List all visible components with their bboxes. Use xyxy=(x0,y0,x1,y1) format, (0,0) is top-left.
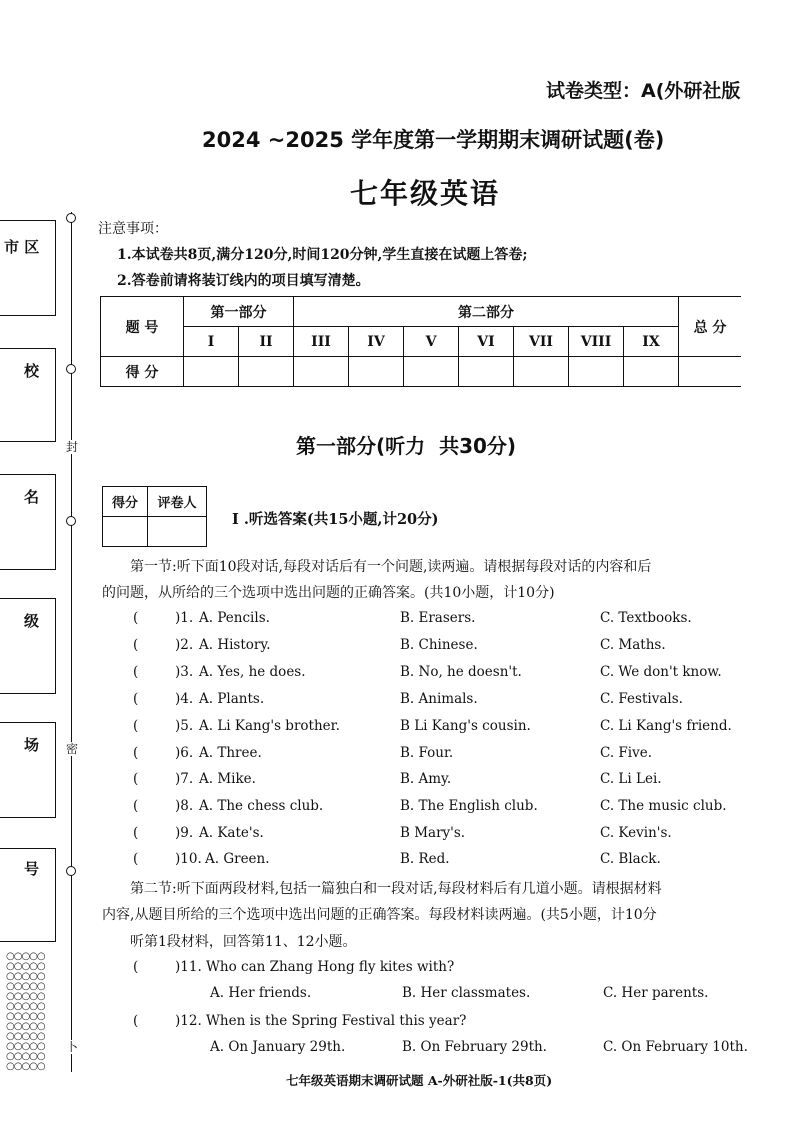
answer-blank[interactable]: ( xyxy=(133,745,139,761)
option-c: C. Her parents. xyxy=(603,985,709,1001)
section1-sub1-line1: 第一节:听下面10段对话,每段对话后有一个问题,读两遍。请根据每段对话的内容和后 xyxy=(130,559,652,575)
option-b: B. Her classmates. xyxy=(402,985,531,1001)
option-b: B Li Kang's cousin. xyxy=(400,718,531,734)
answer-blank[interactable]: ( xyxy=(133,718,139,734)
side-field-label-name: 名 xyxy=(24,488,40,506)
option-a: A. Pencils. xyxy=(199,610,270,626)
answer-blank[interactable]: ( xyxy=(133,664,139,680)
option-c: C. Festivals. xyxy=(600,691,683,707)
option-c: C. Li Kang's friend. xyxy=(600,718,732,734)
option-a: A. Green. xyxy=(205,851,270,867)
page-footer: 七年级英语期末调研试题 A-外研社版-1(共8页) xyxy=(286,1073,553,1088)
grader-box xyxy=(102,486,207,547)
side-field-label-class: 级 xyxy=(24,612,40,630)
subject-title: 七年级英语 xyxy=(350,177,501,210)
answer-blank[interactable]: ( xyxy=(133,637,139,653)
option-a: A. Li Kang's brother. xyxy=(199,718,340,734)
score-cell[interactable] xyxy=(514,357,569,387)
binding-dot xyxy=(66,866,76,876)
option-a: A. Her friends. xyxy=(210,985,312,1001)
question-number: )1. xyxy=(175,610,194,626)
answer-blank[interactable]: ( xyxy=(133,1013,139,1029)
option-c: C. Kevin's. xyxy=(600,825,672,841)
score-cell[interactable] xyxy=(239,357,294,387)
option-b: B. On February 29th. xyxy=(402,1039,547,1055)
score-cell[interactable] xyxy=(459,357,514,387)
question-text: )11. Who can Zhang Hong fly kites with? xyxy=(175,959,455,975)
answer-blank[interactable]: ( xyxy=(133,851,139,867)
decorative-circle-pattern: ○○○○○ ○○○○○ ○○○○○ ○○○○○ ○○○○○ ○○○○○ ○○○○○ ○○○○○ ○○○○○ ○○○○○ ○○○○○ ○○○○○ xyxy=(6,951,45,1072)
binding-line xyxy=(71,212,72,1072)
option-b: B. Animals. xyxy=(400,691,478,707)
grader-score-cell[interactable] xyxy=(103,517,148,547)
option-c: C. Maths. xyxy=(600,637,666,653)
question-number: )9. xyxy=(175,825,194,841)
answer-blank[interactable]: ( xyxy=(133,771,139,787)
binding-dot xyxy=(66,516,76,526)
option-c: C. On February 10th. xyxy=(603,1039,748,1055)
question-number: )2. xyxy=(175,637,194,653)
option-b: B. Amy. xyxy=(400,771,452,787)
score-table-score-label: 得 分 xyxy=(101,357,184,387)
side-field-box-city[interactable] xyxy=(0,220,56,316)
question-number: )6. xyxy=(175,745,194,761)
question-number: )3. xyxy=(175,664,194,680)
grader-box-score-label: 得分 xyxy=(103,487,148,517)
option-c: C. The music club. xyxy=(600,798,727,814)
option-b: B. Four. xyxy=(400,745,454,761)
option-a: A. Kate's. xyxy=(199,825,264,841)
side-field-label-city: 市 区 xyxy=(4,238,40,256)
question-text: )12. When is the Spring Festival this year? xyxy=(175,1013,467,1029)
option-a: A. History. xyxy=(199,637,271,653)
option-c: C. Black. xyxy=(600,851,661,867)
score-table-col: II xyxy=(239,327,294,357)
grader-box-grader-label: 评卷人 xyxy=(148,487,207,517)
side-field-label-school: 校 xyxy=(24,362,40,380)
grader-name-cell[interactable] xyxy=(148,517,207,547)
paper-type: 试卷类型：A(外研社版 xyxy=(546,80,741,102)
part1-heading: 第一部分(听力 共30分) xyxy=(296,434,517,458)
option-a: A. Mike. xyxy=(199,771,256,787)
score-cell[interactable] xyxy=(569,357,624,387)
score-table-col: IX xyxy=(624,327,679,357)
score-cell[interactable] xyxy=(624,357,679,387)
section1-title: I .听选答案(共15小题,计20分) xyxy=(232,511,439,528)
option-c: C. Textbooks. xyxy=(600,610,692,626)
option-b: B. The English club. xyxy=(400,798,538,814)
option-b: B. No, he doesn't. xyxy=(400,664,522,680)
binding-dot xyxy=(66,213,76,223)
section1-sub2-line1: 第二节:听下面两段材料,包括一篇独白和一段对话,每段材料后有几道小题。请根据材料 xyxy=(130,881,662,897)
question-number: )10. xyxy=(175,851,202,867)
question-number: )8. xyxy=(175,798,194,814)
score-table-col: VIII xyxy=(569,327,624,357)
score-table xyxy=(100,296,741,387)
answer-blank[interactable]: ( xyxy=(133,798,139,814)
option-c: C. We don't know. xyxy=(600,664,722,680)
option-a: A. On January 29th. xyxy=(210,1039,346,1055)
question-number: )5. xyxy=(175,718,194,734)
option-a: A. Three. xyxy=(199,745,262,761)
option-c: C. Li Lei. xyxy=(600,771,662,787)
score-table-part1: 第一部分 xyxy=(184,297,294,327)
question-number: )7. xyxy=(175,771,194,787)
binding-word-line: 卜 xyxy=(65,1040,78,1054)
option-b: B. Chinese. xyxy=(400,637,478,653)
binding-word-close: 密 xyxy=(65,742,78,756)
score-table-col: VII xyxy=(514,327,569,357)
side-field-label-room: 场 xyxy=(24,736,40,754)
option-b: B. Erasers. xyxy=(400,610,476,626)
option-a: A. The chess club. xyxy=(199,798,324,814)
answer-blank[interactable]: ( xyxy=(133,825,139,841)
side-field-label-seat: 号 xyxy=(24,860,40,878)
material1-heading: 听第1段材料，回答第11、12小题。 xyxy=(130,934,357,950)
binding-word-seal: 封 xyxy=(65,440,78,454)
binding-dot xyxy=(66,364,76,374)
notes-item-1: 1.本试卷共8页,满分120分,时间120分钟,学生直接在试题上答卷; xyxy=(117,247,528,263)
answer-blank[interactable]: ( xyxy=(133,959,139,975)
notes-heading: 注意事项： xyxy=(98,221,168,237)
section1-sub1-line2: 的问题，从所给的三个选项中选出问题的正确答案。(共10小题，计10分) xyxy=(102,585,555,601)
option-a: A. Plants. xyxy=(199,691,265,707)
score-table-col: I xyxy=(184,327,239,357)
option-a: A. Yes, he does. xyxy=(199,664,306,680)
exam-title: 2024 ~2025 学年度第一学期期末调研试题(卷) xyxy=(202,128,665,152)
score-cell[interactable] xyxy=(404,357,459,387)
option-c: C. Five. xyxy=(600,745,653,761)
answer-blank[interactable]: ( xyxy=(133,691,139,707)
score-table-col: V xyxy=(404,327,459,357)
score-cell[interactable] xyxy=(349,357,404,387)
score-table-part2: 第二部分 xyxy=(294,297,679,327)
score-cell-total[interactable] xyxy=(679,357,742,387)
score-table-row-label: 题 号 xyxy=(101,297,184,357)
score-table-col: IV xyxy=(349,327,404,357)
score-table-total: 总 分 xyxy=(679,297,742,357)
score-cell[interactable] xyxy=(184,357,239,387)
score-cell[interactable] xyxy=(294,357,349,387)
score-table-col: III xyxy=(294,327,349,357)
answer-blank[interactable]: ( xyxy=(133,610,139,626)
score-table-col: VI xyxy=(459,327,514,357)
option-b: B Mary's. xyxy=(400,825,466,841)
section1-sub2-line2: 内容,从题目所给的三个选项中选出问题的正确答案。每段材料读两遍。(共5小题，计10分 xyxy=(102,907,657,923)
option-b: B. Red. xyxy=(400,851,450,867)
question-number: )4. xyxy=(175,691,194,707)
notes-item-2: 2.答卷前请将装订线内的项目填写清楚。 xyxy=(117,273,370,289)
